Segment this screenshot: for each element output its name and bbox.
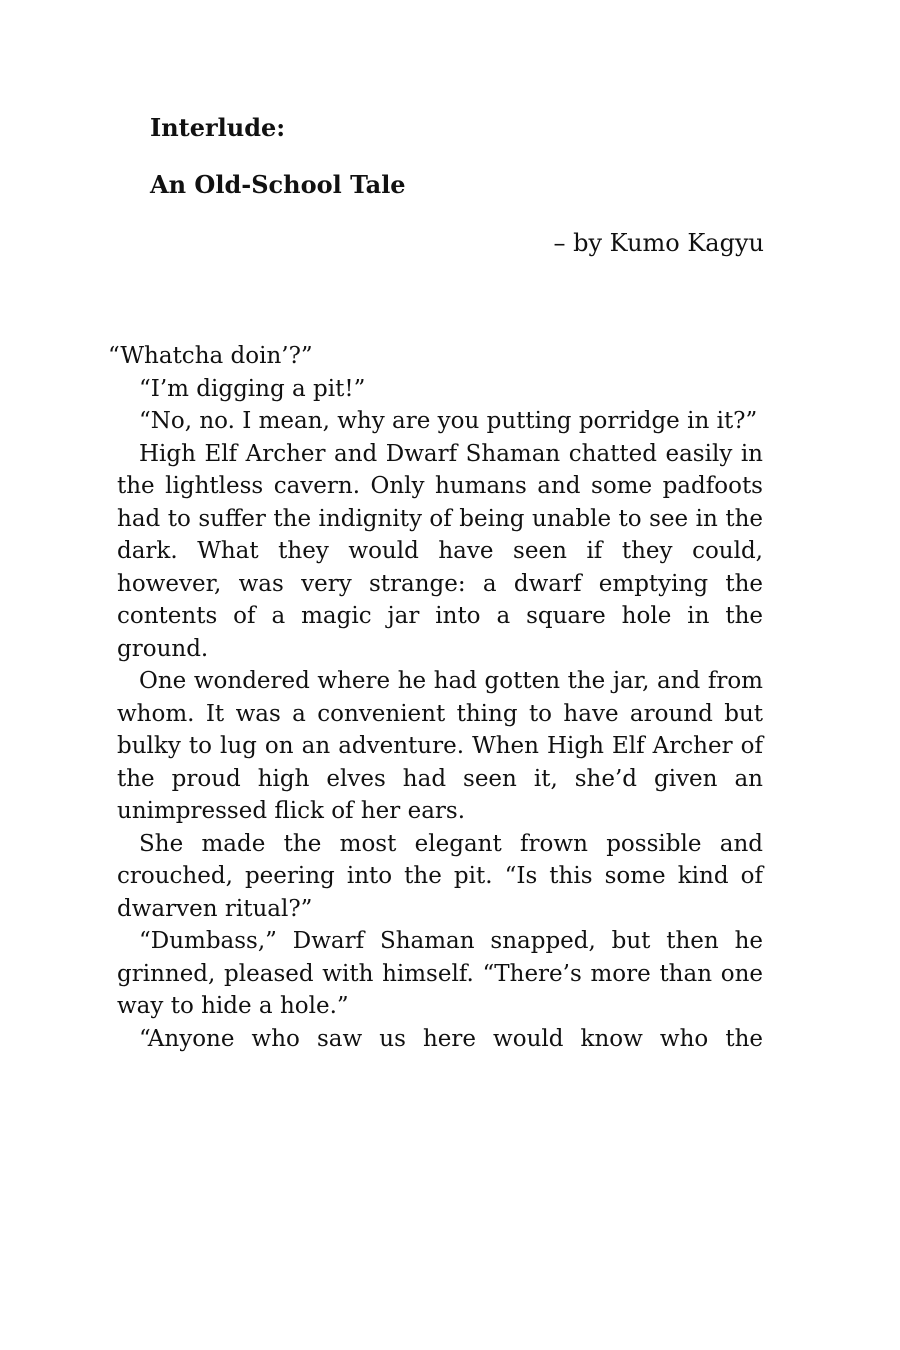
author-byline: – by Kumo Kagyu <box>553 229 764 257</box>
paragraph: High Elf Archer and Dwarf Shaman chatted easily in the lightless cavern. Only humans and some padfoots had to suffer the indignity of being unable to see in the dark. What they would have seen if they could, however, was very strange: a dwarf emptying the contents of a magic jar into a square hole in the ground. <box>117 440 763 662</box>
paragraph: “Anyone who saw us here would know who the <box>139 1025 763 1052</box>
paragraph: “Whatcha doin’?” <box>108 343 313 369</box>
paragraph: One wondered where he had gotten the jar, and from whom. It was a convenient thing to have around but bulky to lug on an adventure. When High Elf Archer of the proud high elves had seen it, she’d given an unimpressed flick of her ears. <box>117 668 763 824</box>
chapter-title: An Old-School Tale <box>150 170 406 199</box>
paragraph: “Dumbass,” Dwarf Shaman snapped, but then he grinned, pleased with himself. “There’s more than one way to hide a hole.” <box>117 928 763 1019</box>
paragraph: She made the most elegant frown possible and crouched, peering into the pit. “Is this some kind of dwarven ritual?” <box>117 830 763 922</box>
chapter-heading: Interlude: <box>150 113 286 142</box>
paragraph: “No, no. I mean, why are you putting porridge in it?” <box>139 408 758 434</box>
story-text <box>108 340 763 1055</box>
paragraph: “I’m digging a pit!” <box>139 375 366 402</box>
